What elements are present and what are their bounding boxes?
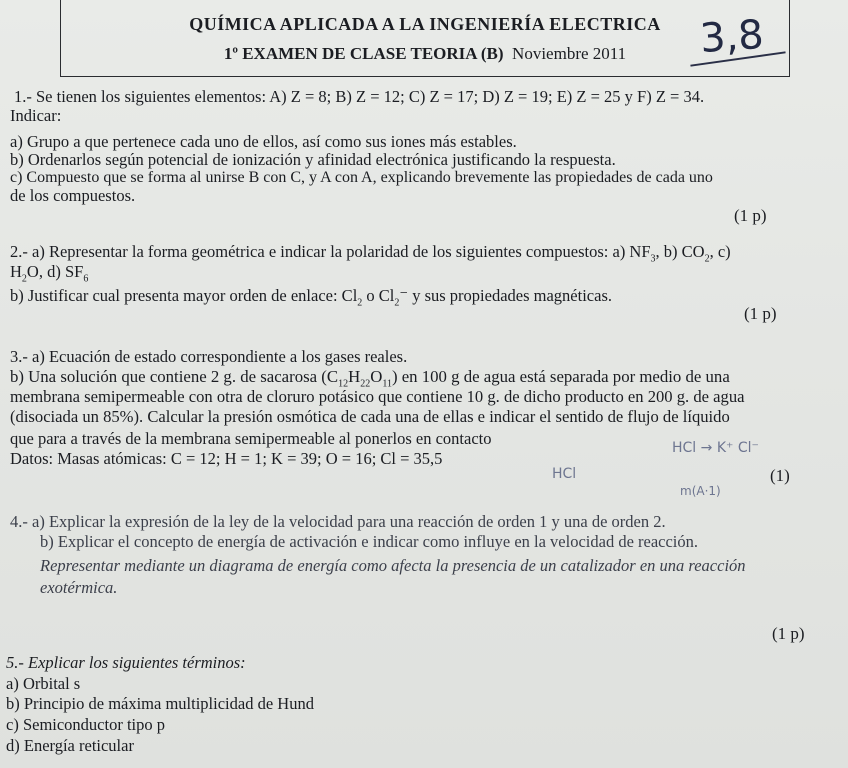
handwritten-note-hcl: HCl: [552, 466, 577, 482]
exam-title: QUÍMICA APLICADA A LA INGENIERÍA ELECTRICA: [189, 14, 661, 34]
q5-a: a) Orbital s: [6, 674, 81, 693]
q2-b-or: o Cl: [362, 286, 395, 305]
q1-c-line1: c) Compuesto que se forma al unirse B con C, y A con A, explicando brevemente las propiedades de cada uno: [10, 169, 713, 186]
q1-intro: 1.- Se tienen los siguientes elementos: A) Z = 8; B) Z = 12; C) Z = 17; D) Z = 19; E) Z = 25 y F) Z = 34.: [14, 87, 705, 106]
exam-subtitle: [61, 44, 789, 64]
q5-b: b) Principio de máxima multiplicidad de Hund: [6, 694, 314, 713]
q2-sub-h2o: 2: [21, 273, 27, 285]
q3-sub-o: 11: [382, 378, 392, 390]
q2-h: H: [10, 262, 22, 281]
q2-sub-nf3: 3: [650, 253, 656, 265]
q4-a: 4.- a) Explicar la expresión de la ley de la velocidad para una reacción de orden 1 y una de orden 2.: [10, 512, 666, 531]
q3-b-text: b) Una solución que contiene 2 g. de sacarosa (C: [10, 367, 339, 386]
exam-name: EXAMEN DE CLASE TEORIA (B): [242, 44, 504, 63]
q1-points: (1 p): [734, 206, 767, 225]
q2-sub-co2: 2: [704, 253, 710, 265]
exam-number: 1º: [223, 44, 238, 63]
q2-a-text: 2.- a) Representar la forma geométrica e indicar la polaridad de los siguientes compuestos: a) NF: [10, 242, 651, 261]
q3-b-line3: (disociada un 85%). Calcular la presión osmótica de cada una de ellas e indicar el sentido de flujo de líquido: [10, 407, 730, 426]
q1-b: b) Ordenarlos según potencial de ionización y afinidad electrónica justificando la respuesta.: [10, 150, 616, 169]
q3-b-line2: membrana semipermeable con otra de cloruro potásico que contiene 10 g. de dicho producto en 200 g. de agua: [10, 387, 745, 406]
q2-b-text: b) Justificar cual presenta mayor orden de enlace: Cl: [10, 286, 358, 305]
q2-c: , c): [709, 242, 731, 261]
q3-sub-c: 12: [338, 378, 349, 390]
q5-c: c) Semiconductor tipo p: [6, 715, 166, 734]
exam-date: Noviembre 2011: [512, 44, 627, 63]
q2-sf: O, d) SF: [26, 262, 84, 281]
q2-b: [10, 288, 612, 308]
handwritten-grade: 3,8: [698, 11, 766, 63]
q3-sub-h: 22: [360, 378, 371, 390]
q2-a-line2: [10, 264, 88, 284]
q3-a: 3.- a) Ecuación de estado correspondiente a los gases reales.: [10, 347, 408, 366]
q3-datos: Datos: Masas atómicas: C = 12; H = 1; K = 39; O = 16; Cl = 35,5: [10, 449, 443, 468]
q2-sub-cl2-ion: 2: [394, 297, 400, 309]
q5-title: 5.- Explicar los siguientes términos:: [6, 653, 246, 672]
q3-h: H: [348, 367, 361, 386]
q1-c-line2: de los compuestos.: [10, 186, 136, 205]
q3-o: O: [370, 367, 383, 386]
q4-c-line1: Representar mediante un diagrama de energía como afecta la presencia de un catalizador en una reacción: [40, 556, 746, 575]
handwritten-note-m: m(A·1): [680, 484, 721, 498]
q1-indicar: Indicar:: [10, 106, 62, 125]
q3-b-line4: que para a través de la membrana semipermeable al ponerlos en contacto: [10, 429, 492, 448]
q4-c-line2: exotérmica.: [40, 578, 118, 597]
q5-d: d) Energía reticular: [6, 736, 134, 755]
q1-a: a) Grupo a que pertenece cada uno de ellos, así como sus iones más estables.: [10, 132, 517, 151]
handwritten-note-kcl: HCl → K⁺ Cl⁻: [672, 440, 759, 456]
q3-b-end: ) en 100 g de agua está separada por medio de una: [391, 367, 730, 386]
header-box: [60, 0, 790, 77]
q2-points: (1 p): [744, 304, 777, 323]
q2-a-line1: [10, 244, 731, 264]
q2-sub-sf6: 6: [83, 273, 89, 285]
q3-points: (1): [770, 466, 790, 485]
q2-sub-cl2: 2: [357, 297, 363, 309]
q2-b-end: ⁻ y sus propiedades magnéticas.: [399, 286, 612, 305]
q4-b: b) Explicar el concepto de energía de activación e indicar como influye en la velocidad de reacción.: [40, 532, 699, 551]
q2-co2: , b) CO: [655, 242, 705, 261]
q4-points: (1 p): [772, 624, 805, 643]
